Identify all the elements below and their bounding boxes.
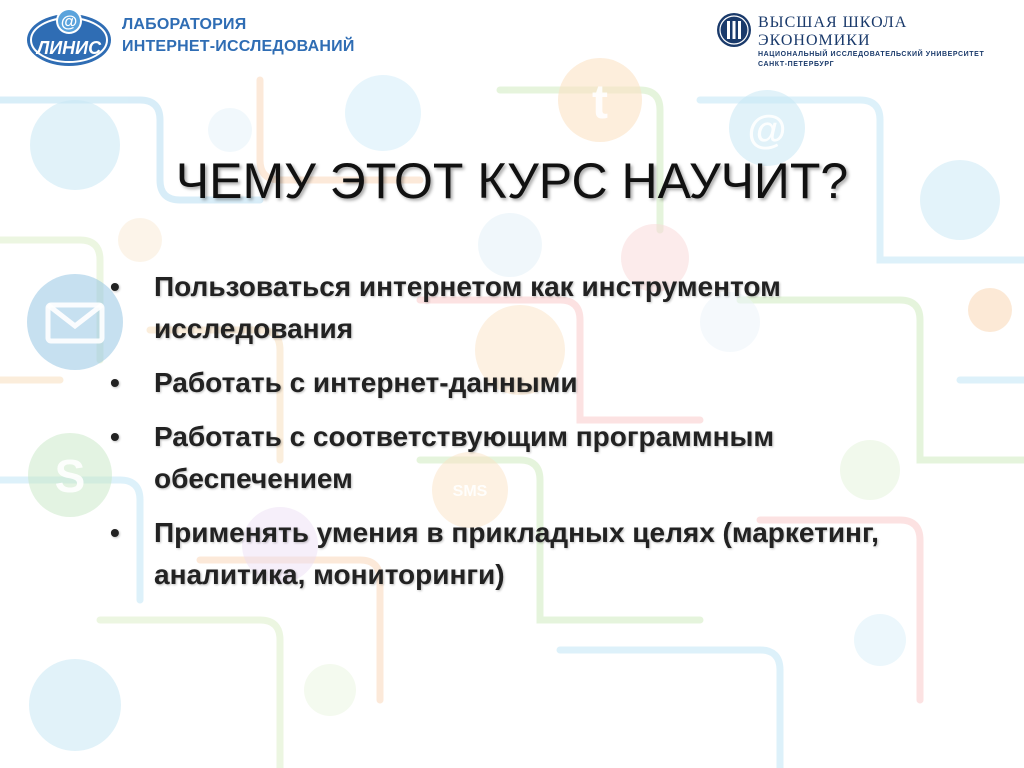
bullet-icon: • [110, 367, 120, 398]
lab-name-line1: ЛАБОРАТОРИЯ [122, 16, 247, 33]
hse-logo [716, 12, 752, 48]
hse-name [758, 14, 1024, 70]
bullet-text: Пользоваться интернетом как инструментом исследования [154, 271, 781, 344]
linis-logo [26, 6, 112, 68]
bullet-list [110, 266, 960, 608]
list-item [110, 266, 960, 350]
lab-name [122, 14, 355, 58]
bullet-icon: • [110, 271, 120, 302]
bullet-icon: • [110, 421, 120, 452]
svg-text:@: @ [60, 12, 78, 31]
bullet-icon: • [110, 517, 120, 548]
list-item [110, 362, 960, 404]
svg-text:ЛИНИС: ЛИНИС [36, 38, 102, 58]
list-item [110, 416, 960, 500]
hse-city: САНКТ-ПЕТЕРБУРГ [758, 61, 835, 68]
hse-subtitle: НАЦИОНАЛЬНЫЙ ИССЛЕДОВАТЕЛЬСКИЙ УНИВЕРСИТЕТ [758, 51, 985, 58]
bullet-text: Работать с соответствующим программным обеспечением [154, 421, 775, 494]
bullet-text: Применять умения в прикладных целях (маркетинг, аналитика, мониторинги) [154, 517, 879, 590]
bullet-text: Работать с интернет-данными [154, 367, 578, 398]
hse-title: ВЫСШАЯ ШКОЛА ЭКОНОМИКИ [758, 14, 908, 49]
lab-name-line2: ИНТЕРНЕТ-ИССЛЕДОВАНИЙ [122, 38, 355, 55]
list-item [110, 512, 960, 596]
slide-title: ЧЕМУ ЭТОТ КУРС НАУЧИТ? [175, 153, 849, 209]
